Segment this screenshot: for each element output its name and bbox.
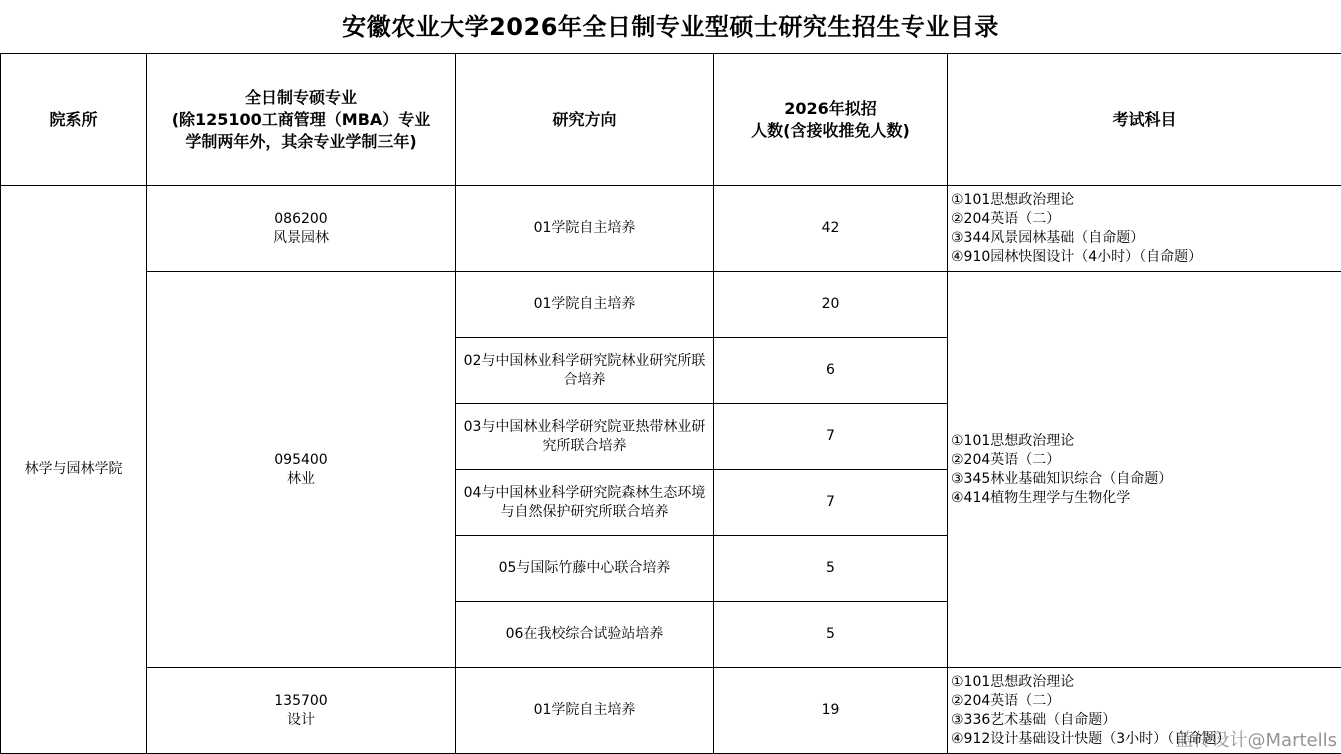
header-row <box>1 54 1341 186</box>
direction-cell: 01学院自主培养 <box>456 272 714 338</box>
direction-cell: 02与中国林业科学研究院林业研究所联合培养 <box>456 338 714 404</box>
exam-subject: ④910园林快图设计（4小时）（自命题） <box>951 248 1203 265</box>
header-major-line-2: (除125100工商管理（MBA）专业 <box>171 109 431 129</box>
major-cell <box>147 668 456 754</box>
quota-cell: 7 <box>714 470 948 536</box>
watermark: 蓝伶设计@Martells <box>1175 730 1337 751</box>
quota-cell: 5 <box>714 602 948 668</box>
direction-cell: 01学院自主培养 <box>456 668 714 754</box>
exam-subject: ①101思想政治理论 <box>951 191 1075 208</box>
direction-cell: 06在我校综合试验站培养 <box>456 602 714 668</box>
direction-cell: 01学院自主培养 <box>456 186 714 272</box>
major-cell <box>147 186 456 272</box>
direction-cell: 03与中国林业科学研究院亚热带林业研究所联合培养 <box>456 404 714 470</box>
major-code: 135700 <box>274 692 328 709</box>
table-row <box>1 272 1341 338</box>
exam-subject: ③336艺术基础（自命题） <box>951 711 1117 728</box>
exam-subject: ④912设计基础设计快题（3小时）（自命题） <box>951 730 1231 747</box>
major-code: 086200 <box>274 210 328 227</box>
major-cell <box>147 272 456 668</box>
quota-cell: 42 <box>714 186 948 272</box>
header-direction: 研究方向 <box>456 54 714 186</box>
exam-subject: ①101思想政治理论 <box>951 673 1075 690</box>
exam-subject: ②204英语（二） <box>951 210 1061 227</box>
quota-cell: 20 <box>714 272 948 338</box>
exam-subject: ④414植物生理学与生物化学 <box>951 489 1131 506</box>
quota-cell: 5 <box>714 536 948 602</box>
direction-cell: 04与中国林业科学研究院森林生态环境与自然保护研究所联合培养 <box>456 470 714 536</box>
quota-cell: 7 <box>714 404 948 470</box>
header-dept: 院系所 <box>1 54 147 186</box>
table-row <box>1 186 1341 272</box>
quota-cell: 6 <box>714 338 948 404</box>
header-exam: 考试科目 <box>948 54 1341 186</box>
exam-cell <box>948 272 1341 668</box>
exam-cell <box>948 186 1341 272</box>
page-title: 安徽农业大学2026年全日制专业型硕士研究生招生专业目录 <box>342 13 999 41</box>
exam-subject: ①101思想政治理论 <box>951 432 1075 449</box>
header-quota-line-2: 人数(含接收推免人数) <box>751 120 910 140</box>
table-row <box>1 668 1341 754</box>
major-name: 风景园林 <box>273 229 329 246</box>
header-major <box>147 54 456 186</box>
direction-cell: 05与国际竹藤中心联合培养 <box>456 536 714 602</box>
major-name: 林业 <box>287 470 315 487</box>
exam-subject: ③344风景园林基础（自命题） <box>951 229 1145 246</box>
header-major-line-3: 学制两年外，其余专业学制三年) <box>185 131 417 151</box>
dept-cell: 林学与园林学院 <box>1 186 147 754</box>
major-name: 设计 <box>287 711 315 728</box>
header-quota <box>714 54 948 186</box>
exam-subject: ②204英语（二） <box>951 451 1061 468</box>
major-code: 095400 <box>274 451 328 468</box>
quota-cell: 19 <box>714 668 948 754</box>
header-quota-line-1: 2026年拟招 <box>784 98 877 118</box>
exam-subject: ③345林业基础知识综合（自命题） <box>951 470 1173 487</box>
header-major-line-1: 全日制专硕专业 <box>244 87 357 107</box>
catalog-table <box>0 53 1341 754</box>
exam-subject: ②204英语（二） <box>951 692 1061 709</box>
